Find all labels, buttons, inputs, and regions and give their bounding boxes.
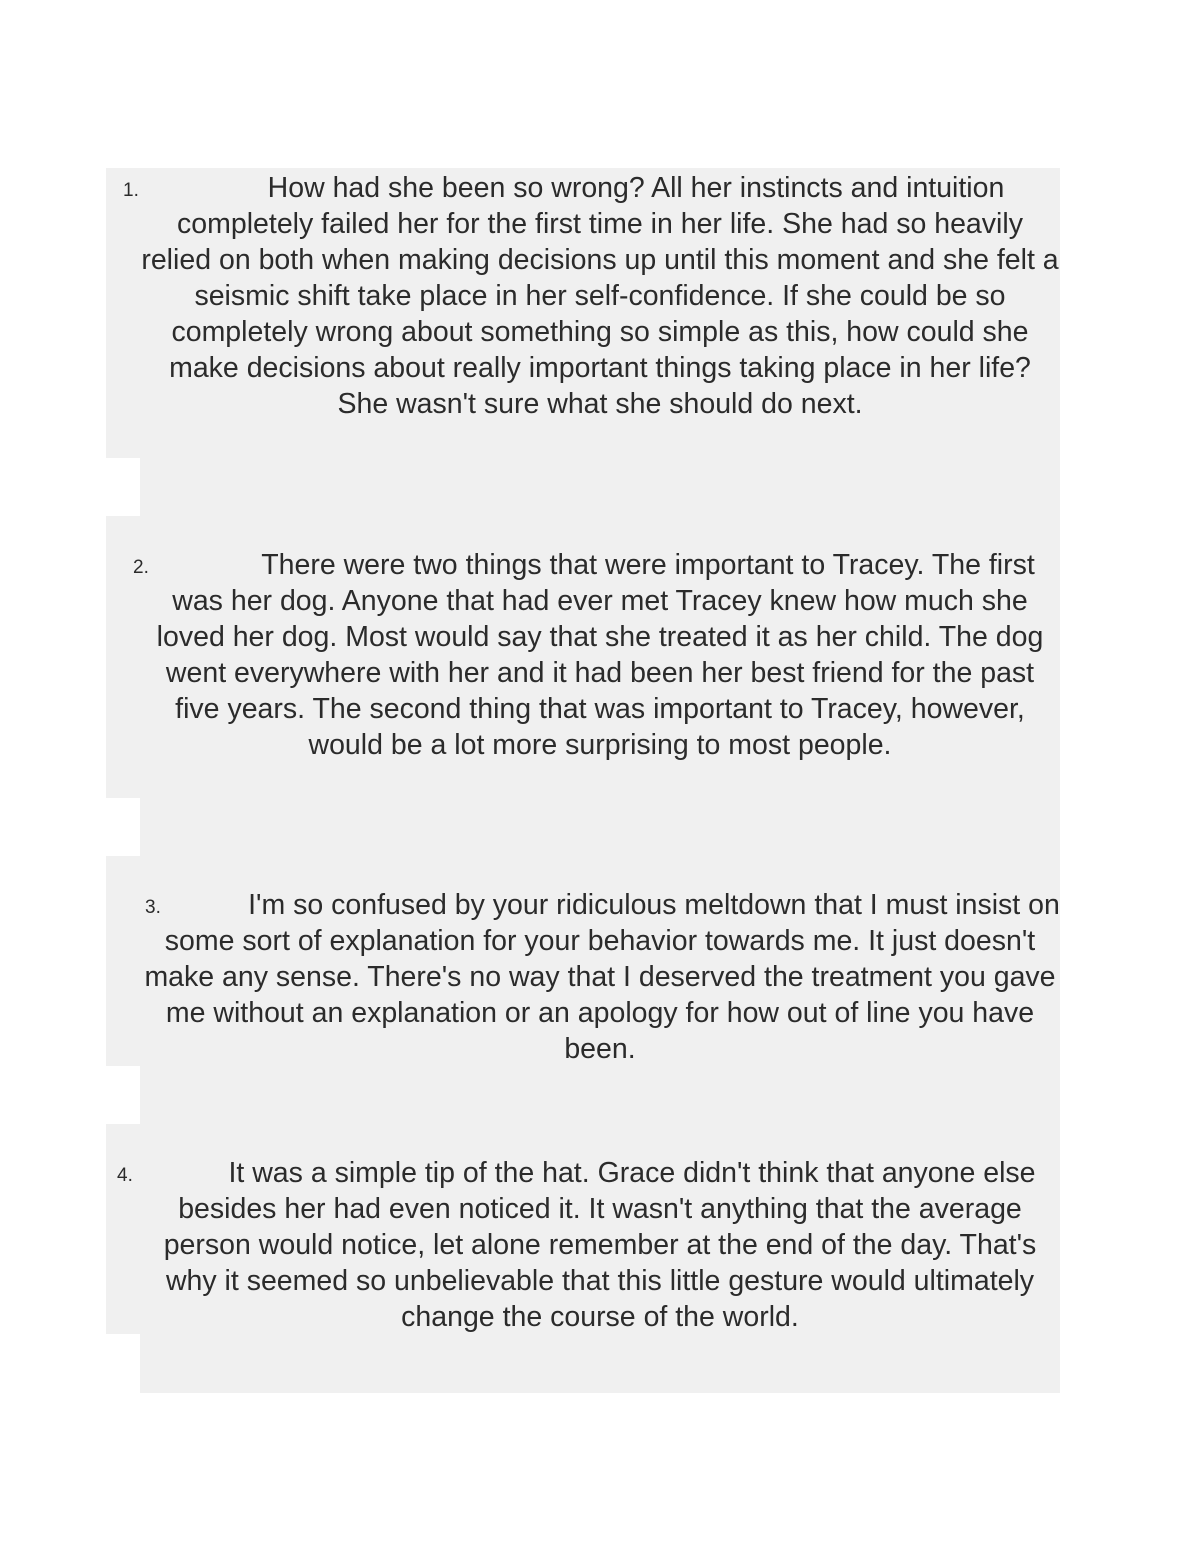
list-number-2: 2. bbox=[133, 557, 149, 578]
background-panel-2-tail bbox=[140, 798, 1060, 856]
paragraph-1: How had she been so wrong? All her instincts and intuition completely failed her for the first time in her life. She had so heavily relied on both when making decisions up until this moment and she felt a seismic shift take place in her self-confidence. If she could be so completely wrong about something so simple as this, how could she make decisions about really important things taking place in her life? She wasn't sure what she should do next. bbox=[141, 172, 1059, 420]
paragraph-3: I'm so confused by your ridiculous meltdown that I must insist on some sort of explanation for your behavior towards me. It just doesn't make any sense. There's no way that I deserved the treatment you gave me without an explanation or an apology for how out of line you have been. bbox=[144, 889, 1060, 1065]
background-panel-3-tail bbox=[140, 1066, 1060, 1124]
background-panel-1-tail bbox=[140, 458, 1060, 516]
list-number-3: 3. bbox=[145, 897, 161, 918]
paragraph-2: There were two things that were important to Tracey. The first was her dog. Anyone that had ever met Tracey knew how much she loved her dog. Most would say that she treated it as her child. The dog went everywhere with her and it had been her best friend for the past five years. The second thing that was important to Tracey, however, would be a lot more surprising to most people. bbox=[156, 549, 1044, 761]
background-panel-4-tail bbox=[140, 1334, 1060, 1393]
paragraph-4: It was a simple tip of the hat. Grace didn't think that anyone else besides her had even noticed it. It wasn't anything that the average person would notice, let alone remember at the end of the day. That's why it seemed so unbelievable that this little gesture would ultimately change the course of the world. bbox=[163, 1157, 1037, 1333]
list-number-1: 1. bbox=[123, 180, 139, 201]
list-number-4: 4. bbox=[117, 1165, 133, 1186]
